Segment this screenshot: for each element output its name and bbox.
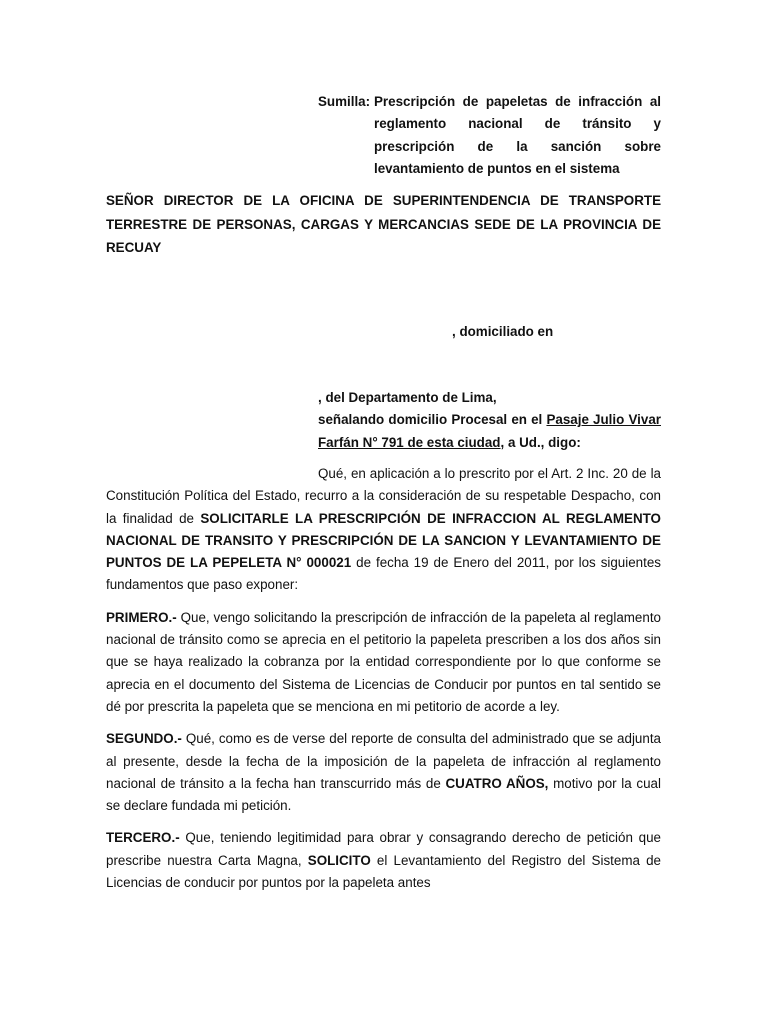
segundo-text-2: motivo por la cual se declare fundada mi petición. [106, 775, 661, 814]
intro-bold: SOLICITARLE LA PRESCRIPCIÓN DE INFRACCION AL REGLAMENTO NACIONAL DE TRANSITO Y PRESCRIPCIÓN DE LA SANCION Y LEVANTAMIENTO DE PUNTOS DE LA PEPELETA N° 000021 [106, 510, 661, 571]
procesal-suffix: a Ud., digo: [507, 434, 581, 450]
procesal-prefix: señalando domicilio Procesal en el [318, 412, 543, 428]
tercero-paragraph [106, 827, 661, 894]
procesal-block [318, 387, 661, 454]
segundo-label: SEGUNDO.- [106, 731, 182, 747]
sumilla-label: Sumilla: [318, 94, 371, 109]
tercero-bold: SOLICITO [307, 852, 371, 868]
primero-paragraph [106, 607, 661, 718]
sumilla-block [318, 91, 661, 180]
tercero-text-1: Que, teniendo legitimidad para obrar y consagrando derecho de petición que prescribe nuestra Carta Magna, [106, 830, 661, 868]
intro-paragraph [106, 463, 661, 597]
tercero-text-2: el Levantamiento del Registro del Sistema de Licencias de conducir por puntos por la papeleta antes [106, 852, 661, 891]
addressee: SEÑOR DIRECTOR DE LA OFICINA DE SUPERINTENDENCIA DE TRANSPORTE TERRESTRE DE PERSONAS, CARGAS Y MERCANCIAS SEDE DE LA PROVINCIA DE RECUAY [106, 193, 661, 255]
department-line: , del Departamento de Lima, [318, 390, 497, 405]
intro-text-1: Qué, en aplicación a lo prescrito por el Art. 2 Inc. 20 de la Constitución Política del Estado, recurro a la consideración de su respetable Despacho, con la finalidad de [106, 466, 661, 526]
primero-label: PRIMERO.- [106, 609, 177, 625]
tercero-label: TERCERO.- [106, 830, 180, 846]
primero-text: Que, vengo solicitando la prescripción de infracción de la papeleta al reglamento nacional de tránsito como se aprecia en el petitorio la papeleta prescriben a los dos años sin que se haya realizado la cobranza por la entidad correspondiente por lo que conforme se aprecia en el documento del Sistema de Licencias de Conducir por puntos en tal sentido se dé por prescrita la papeleta que se menciona en mi petitorio de acorde a ley. [106, 609, 661, 714]
segundo-bold: CUATRO AÑOS, [445, 775, 549, 791]
segundo-text-1: Qué, como es de verse del reporte de consulta del administrado que se adjunta al presente, desde la fecha de la imposición de la papeleta de infracción al reglamento nacional de tránsito a la fecha han transcurrido más de [106, 731, 661, 791]
intro-text-2: de fecha 19 de Enero del 2011, por los siguientes fundamentos que paso exponer: [106, 555, 661, 593]
procesal-address: Pasaje Julio Vivar Farfán N° 791 de esta ciudad, [318, 412, 661, 450]
sumilla-text: Prescripción de papeletas de infracción al reglamento nacional de tránsito y prescripción de la sanción sobre levantamiento de puntos en el sistema [374, 94, 661, 176]
segundo-paragraph [106, 728, 661, 817]
domicile-line: , domiciliado en [452, 324, 554, 339]
document-body [106, 463, 661, 904]
